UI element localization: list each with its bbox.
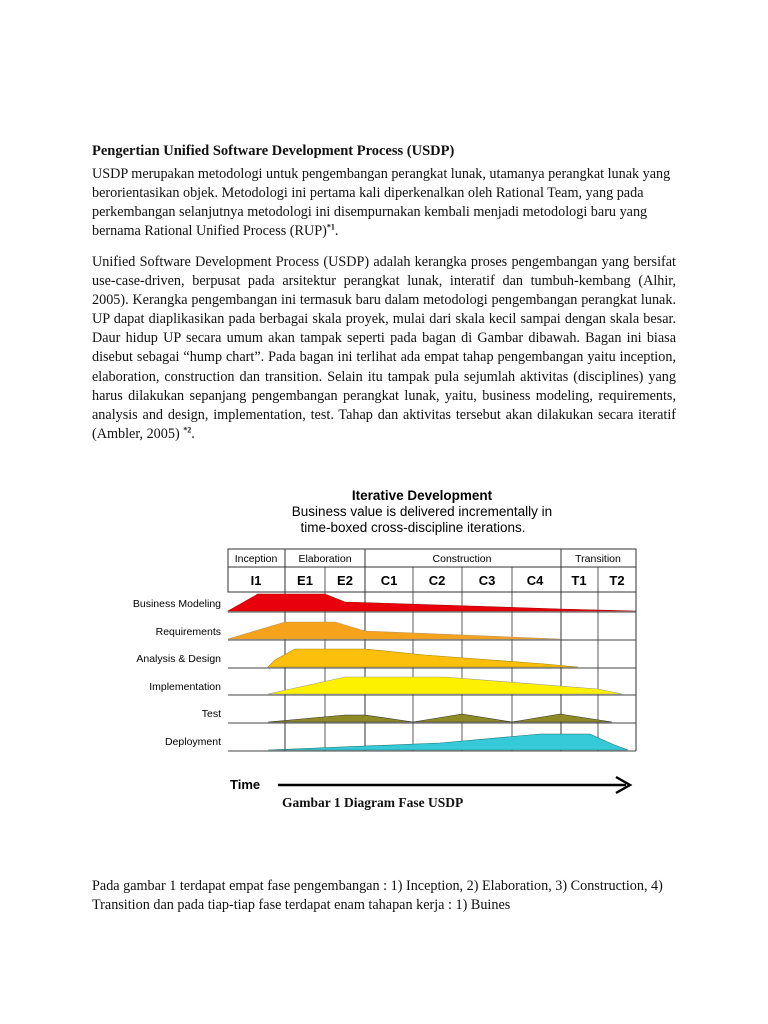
hump-implementation (268, 677, 622, 694)
hump-analysis-design (268, 649, 578, 667)
hump-test-2 (413, 714, 512, 722)
iteration-label-c4: C4 (526, 573, 544, 588)
discipline-label-implementation: Implementation (149, 681, 221, 693)
hump-test-3 (512, 714, 612, 722)
humps-test (268, 714, 612, 722)
paragraph-phases: Pada gambar 1 terdapat empat fase pengembangan : 1) Inception, 2) Elaboration, 3) Construction, 4) Transition dan pada tiap-tiap fase terdapat enam tahapan kerja : 1) Buines (92, 878, 663, 914)
discipline-label-requirements: Requirements (155, 626, 221, 638)
discipline-label-test: Test (201, 708, 221, 720)
paragraph-intro-end: . (334, 223, 339, 240)
discipline-label-business-modeling: Business Modeling (132, 598, 221, 610)
phase-label-elaboration: Elaboration (298, 553, 352, 565)
phase-label-construction: Construction (432, 553, 492, 565)
figure-subtitle-line2: time-boxed cross-discipline iterations. (300, 520, 526, 535)
paragraph-usdp-text: Unified Software Development Process (USDP) adalah kerangka proses pengembangan yang bersifat use-case-driven, berpusat pada arsitektur perangkat lunak, interatif dan tumbuh-kembang (Alhir, 2005). Kerangka pengembangan ini termasuk baru dalam metodologi pengembangan perangkat lunak. UP dapat diaplikasikan pada berbagai skala proyek, mulai dari skala kecil sampai dengan skala besar. Daur hidup UP secara umum akan tampak seperti pada bagan di Gambar dibawah. Bagan ini biasa disebut sebagai “hump chart”. Pada bagan ini terlihat ada empat tahap pengembangan yaitu inception, elaboration, construction dan transition. Selain itu tampak pula sejumlah aktivitas (disciplines) yang harus dilakukan sepanjang pengembangan perangkat lunak, yaitu, business modeling, requirements, analysis and design, implementation, test. Tahap dan aktivitas tersebut akan dilakukan secara iteratif (Ambler, 2005) (92, 254, 676, 442)
paragraph-usdp-end: . (191, 425, 195, 442)
hump-test-1 (268, 715, 413, 722)
time-axis-label: Time (230, 777, 261, 792)
section-heading: Pengertian Unified Software Development Process (USDP) (92, 143, 455, 159)
phase-label-transition: Transition (575, 553, 621, 565)
hump-business-modeling (228, 594, 636, 611)
iteration-label-e2: E2 (337, 573, 353, 588)
discipline-label-analysis-design: Analysis & Design (136, 653, 221, 665)
hump-requirements (228, 622, 560, 639)
figure-subtitle-line1: Business value is delivered incrementally in (291, 504, 553, 519)
footnote-ref-1: *1 (326, 222, 335, 232)
iteration-label-t1: T1 (571, 573, 587, 588)
iteration-label-e1: E1 (297, 573, 313, 588)
figure-title: Iterative Development (351, 488, 493, 503)
discipline-label-deployment: Deployment (164, 736, 221, 748)
paragraph-intro-text: USDP merupakan metodologi untuk pengembangan perangkat lunak, utamanya perangkat lunak yang berorientasikan objek. Metodologi ini pertama kali diperkenalkan oleh Rational Team, yang pada perkembangan selanjutnya metodologi ini disempurnakan kembali menjadi metodologi baru yang bernama Rational Unified Process (RUP) (92, 166, 671, 240)
phase-label-inception: Inception (234, 553, 278, 565)
iteration-label-i1: I1 (250, 573, 262, 588)
footnote-ref-2: *2 (183, 425, 192, 435)
iteration-label-c1: C1 (380, 573, 398, 588)
hump-deployment (268, 734, 628, 750)
iteration-label-t2: T2 (609, 573, 625, 588)
iteration-label-c2: C2 (428, 573, 446, 588)
iteration-label-c3: C3 (478, 573, 496, 588)
figure-caption: Gambar 1 Diagram Fase USDP (282, 795, 464, 810)
